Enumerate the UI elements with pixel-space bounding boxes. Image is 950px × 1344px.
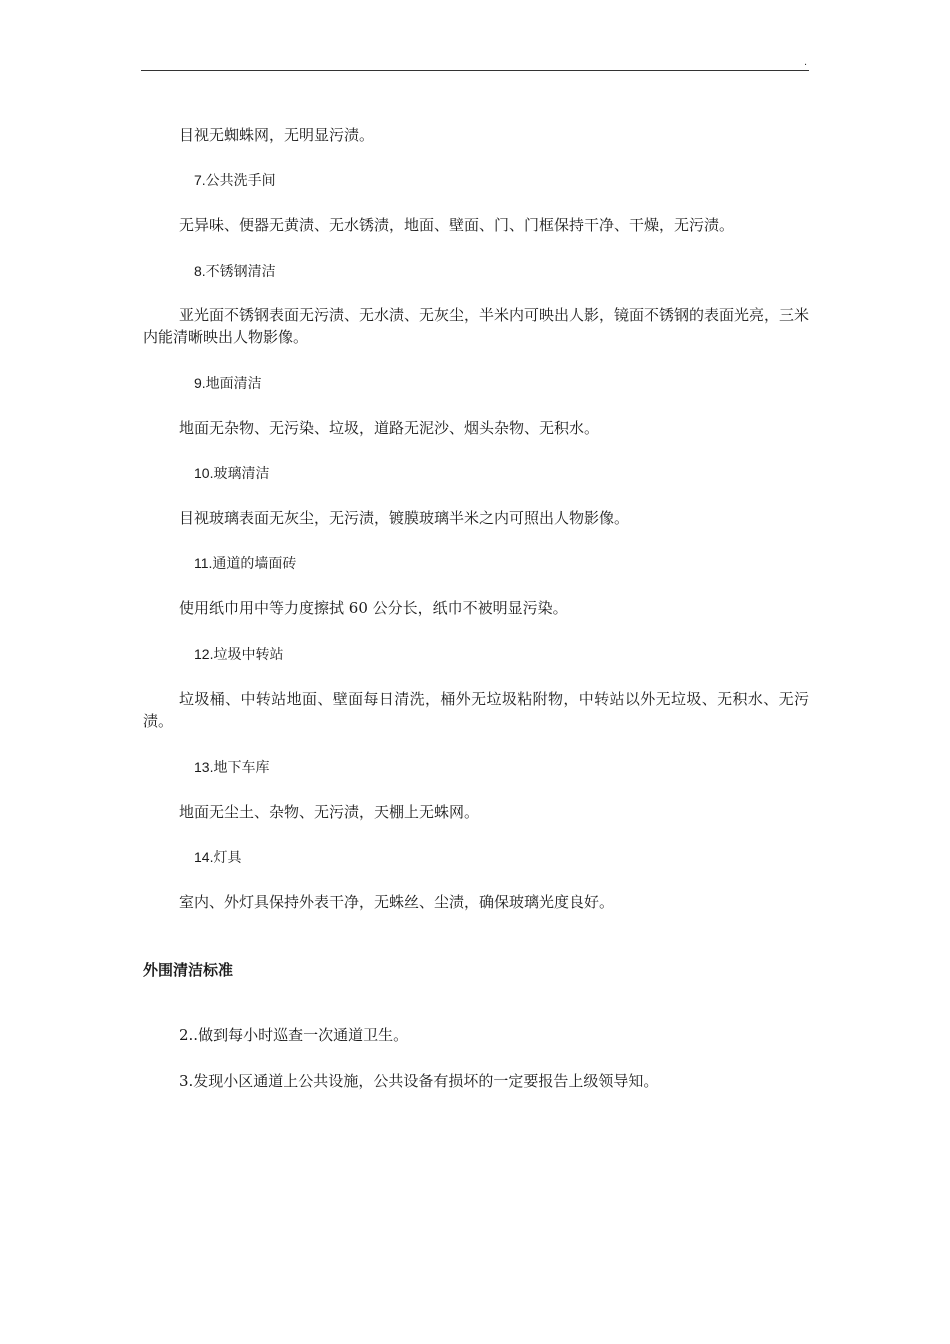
item-heading: 8.不锈钢清洁 — [194, 263, 276, 279]
item-heading: 13.地下车库 — [194, 759, 270, 775]
item-heading: 9.地面清洁 — [194, 375, 262, 391]
paragraph: 无异味、便器无黄渍、无水锈渍，地面、壁面、门、门框保持干净、干燥，无污渍。 — [179, 216, 735, 234]
paragraph: 垃圾桶、中转站地面、壁面每日清洗，桶外无垃圾粘附物，中转站以外无垃圾、无积水、无污渍。 — [143, 690, 809, 730]
item-heading: 14.灯具 — [194, 849, 242, 865]
item-heading: 12.垃圾中转站 — [194, 646, 284, 662]
paragraph: 亚光面不锈钢表面无污渍、无水渍、无灰尘，半米内可映出人影，镜面不锈钢的表面光亮，三米内能清晰映出人物影像。 — [143, 306, 810, 346]
item-heading: 10.玻璃清洁 — [194, 465, 270, 481]
paragraph: 目视玻璃表面无灰尘，无污渍，镀膜玻璃半米之内可照出人物影像。 — [179, 509, 630, 527]
item-heading: 7.公共洗手间 — [194, 172, 276, 188]
header-mark: . — [804, 56, 808, 68]
section-title: 外围清洁标准 — [143, 961, 234, 979]
paragraph: 地面无杂物、无污染、垃圾，道路无泥沙、烟头杂物、无积水。 — [179, 419, 600, 437]
list-item: 2..做到每小时巡查一次通道卫生。 — [179, 1026, 409, 1044]
list-item: 3.发现小区通道上公共设施，公共设备有损坏的一定要报告上级领导知。 — [179, 1072, 659, 1090]
paragraph: 地面无尘土、杂物、无污渍，天棚上无蛛网。 — [179, 803, 480, 821]
item-heading: 11.通道的墙面砖 — [194, 555, 297, 571]
paragraph: 目视无蜘蛛网，无明显污渍。 — [179, 126, 375, 144]
paragraph: 室内、外灯具保持外表干净，无蛛丝、尘渍，确保玻璃光度良好。 — [179, 893, 615, 911]
paragraph: 使用纸巾用中等力度擦拭 60 公分长，纸巾不被明显污染。 — [179, 599, 568, 617]
header-rule — [141, 70, 809, 71]
